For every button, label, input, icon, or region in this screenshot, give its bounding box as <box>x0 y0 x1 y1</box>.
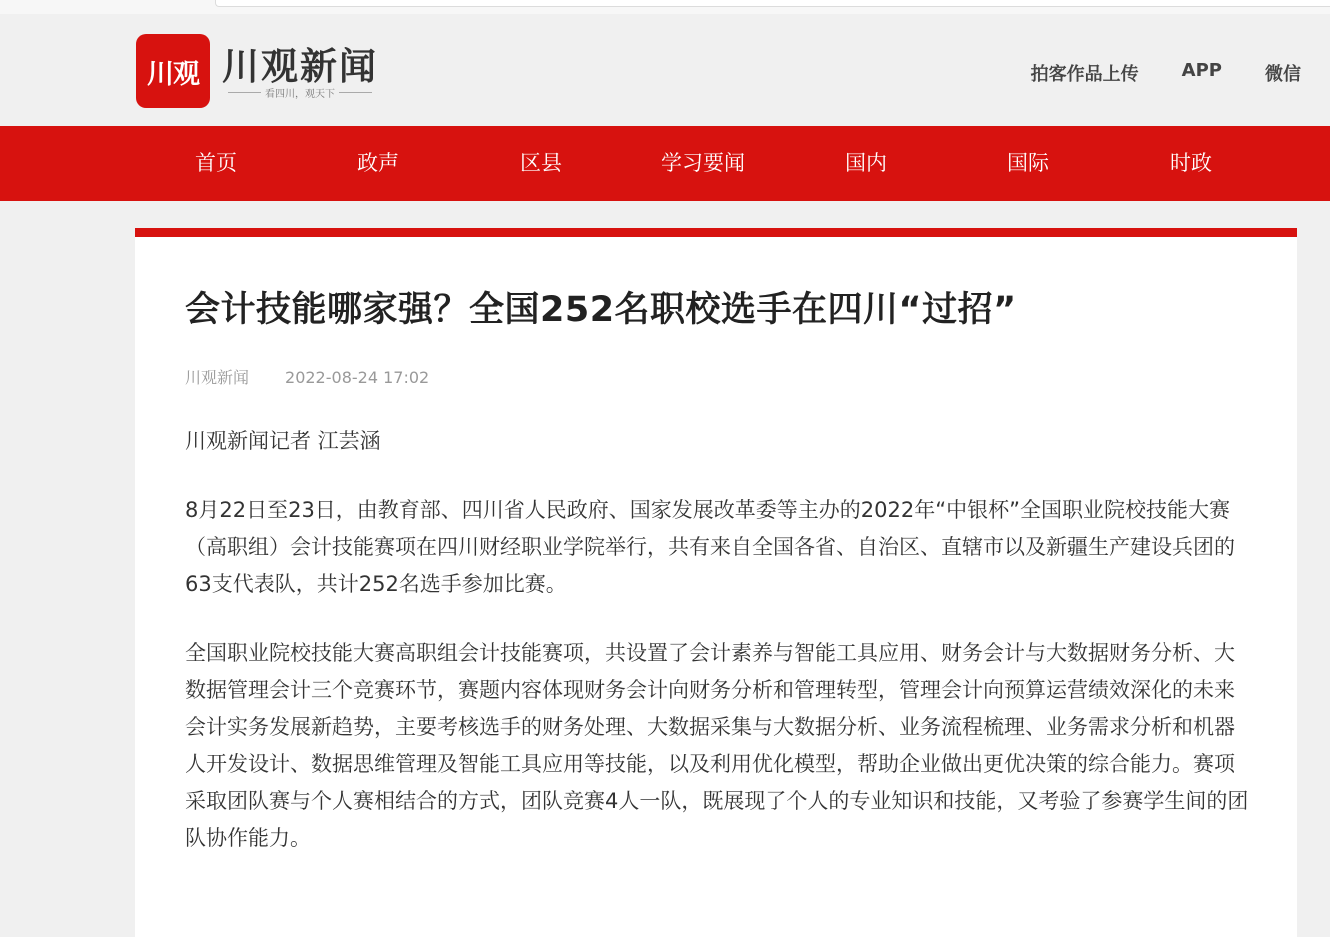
article-date: 2022-08-24 17:02 <box>285 368 430 387</box>
wechat-link[interactable]: 微信 <box>1265 64 1301 85</box>
article-paragraph: 8月22日至23日，由教育部、四川省人民政府、国家发展改革委等主办的2022年“中银杯”全国职业院校技能大赛（高职组）会计技能赛项在四川财经职业学院举行，共有来自全国各省、自治区、直辖市以及新疆生产建设兵团的63支代表队，共计252名选手参加比赛。 <box>185 498 1235 596</box>
site-name[interactable]: 川观新闻 <box>222 44 378 88</box>
nav-item-domestic[interactable]: 国内 <box>845 151 887 175</box>
top-links <box>1031 60 1301 86</box>
browser-address-strip <box>0 0 1330 14</box>
article-card <box>135 228 1297 937</box>
site-slogan <box>224 85 376 99</box>
article-source: 川观新闻 <box>185 368 250 387</box>
nav-item-current-affairs[interactable]: 时政 <box>1170 151 1212 175</box>
article-meta <box>185 365 429 388</box>
nav-item-home[interactable]: 首页 <box>195 151 237 175</box>
article-body <box>185 423 1249 889</box>
site-header <box>0 14 1330 126</box>
nav-item-study-news[interactable]: 学习要闻 <box>661 151 745 175</box>
nav-item-international[interactable]: 国际 <box>1007 151 1049 175</box>
article-byline: 川观新闻记者 江芸涵 <box>185 429 381 453</box>
upload-link[interactable]: 拍客作品上传 <box>1030 64 1139 85</box>
site-slogan-text: 看四川，观天下 <box>265 88 335 100</box>
logo-mark-text: 川观 <box>147 58 199 90</box>
main-nav <box>0 126 1330 201</box>
app-link[interactable]: APP <box>1181 60 1222 81</box>
logo-icon[interactable] <box>136 34 210 108</box>
address-bar-edge[interactable] <box>215 0 1330 7</box>
nav-item-politics-voice[interactable]: 政声 <box>357 151 399 175</box>
article-title: 会计技能哪家强？全国252名职校选手在四川“过招” <box>185 290 1017 330</box>
nav-item-districts[interactable]: 区县 <box>520 151 562 175</box>
article-paragraph: 全国职业院校技能大赛高职组会计技能赛项，共设置了会计素养与智能工具应用、财务会计与大数据财务分析、大数据管理会计三个竞赛环节，赛题内容体现财务会计向财务分析和管理转型，管理会计向预算运营绩效深化的未来会计实务发展新趋势，主要考核选手的财务处理、大数据采集与大数据分析、业务流程梳理、业务需求分析和机器人开发设计、数据思维管理及智能工具应用等技能，以及利用优化模型，帮助企业做出更优决策的综合能力。赛项采取团队赛与个人赛相结合的方式，团队竞赛4人一队，既展现了个人的专业知识和技能，又考验了参赛学生间的团队协作能力。 <box>185 641 1249 850</box>
